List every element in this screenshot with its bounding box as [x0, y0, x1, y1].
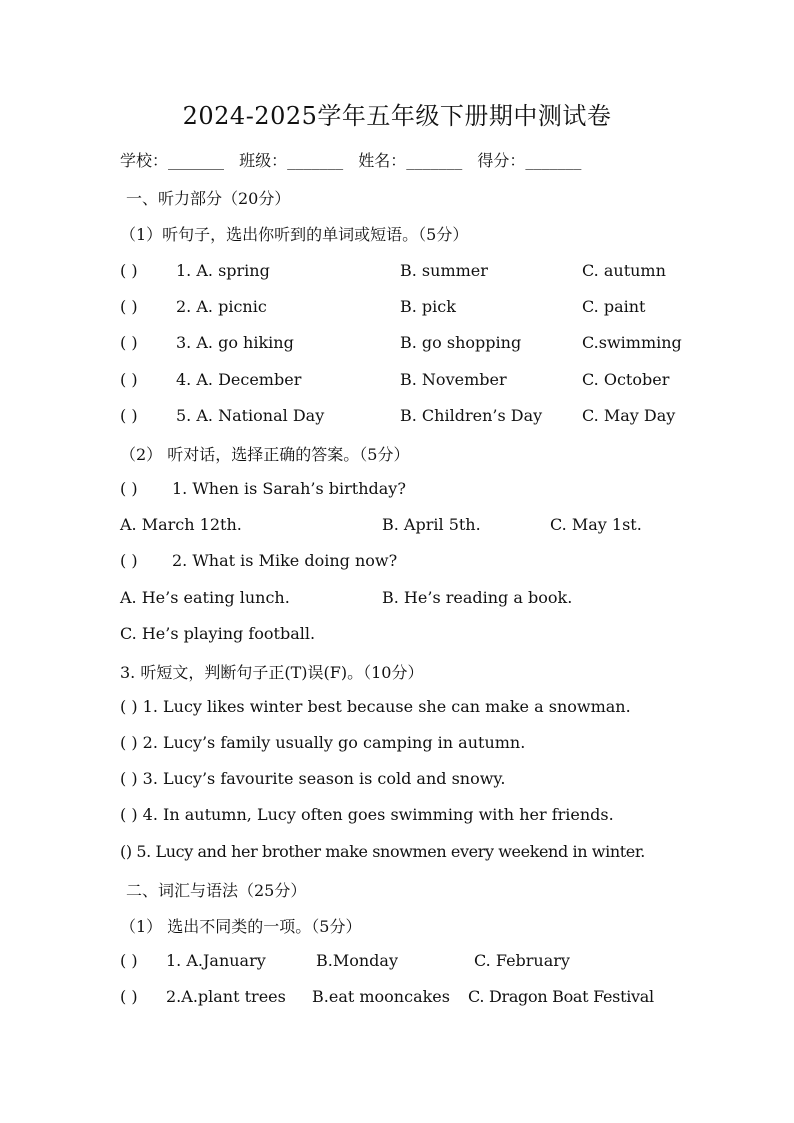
answer-blank[interactable]: ( ): [120, 479, 138, 498]
answer-blank[interactable]: ( ): [120, 551, 138, 570]
option-a: A. March 12th.: [120, 515, 242, 534]
true-false-item: ( ) 3. Lucy’s favourite season is cold and snowy.: [120, 769, 506, 788]
option-c: C. Dragon Boat Festival: [468, 987, 654, 1006]
option-b: B. April 5th.: [382, 515, 481, 534]
option-b: B. go shopping: [400, 333, 522, 352]
section-heading-listening: 一、听力部分（20分）: [126, 189, 291, 208]
option-a: 3. A. go hiking: [176, 333, 294, 352]
option-a: 4. A. December: [176, 370, 302, 389]
answer-blank[interactable]: ( ): [120, 951, 138, 970]
option-b: B. pick: [400, 297, 456, 316]
option-c: C. paint: [582, 297, 646, 316]
question-row: [120, 951, 680, 971]
subsection-heading-3: 3. 听短文，判断句子正(T)误(F)。（10分）: [120, 663, 424, 682]
name-field[interactable]: 姓名：_______: [358, 151, 463, 170]
answer-blank[interactable]: ( ): [120, 370, 138, 389]
options-row: [120, 588, 680, 608]
answer-blank[interactable]: ( ): [120, 261, 138, 280]
option-c: C. May 1st.: [550, 515, 642, 534]
options-row: [120, 515, 680, 535]
true-false-item: ( ) 1. Lucy likes winter best because she can make a snowman.: [120, 697, 631, 716]
subsection-heading-odd-one-out: （1） 选出不同类的一项。（5分）: [120, 917, 362, 936]
true-false-item: ( ) 2. Lucy’s family usually go camping in autumn.: [120, 733, 526, 752]
option-b: B.Monday: [316, 951, 398, 970]
true-false-item: ( ) 4. In autumn, Lucy often goes swimming with her friends.: [120, 805, 614, 824]
option-a: 5. A. National Day: [176, 406, 325, 425]
question-row: [120, 551, 397, 570]
answer-blank[interactable]: ( ): [120, 987, 138, 1006]
subsection-heading-1: （1）听句子，选出你听到的单词或短语。（5分）: [120, 225, 469, 244]
option-a: A. He’s eating lunch.: [120, 588, 290, 607]
option-a: 1. A. spring: [176, 261, 270, 280]
option-b: B.eat mooncakes: [312, 987, 450, 1006]
option-b: B. November: [400, 370, 507, 389]
option-c: C. autumn: [582, 261, 666, 280]
question-row: [120, 987, 680, 1007]
option-b: B. Children’s Day: [400, 406, 543, 425]
option-b: B. summer: [400, 261, 488, 280]
school-field[interactable]: 学校：_______: [120, 151, 225, 170]
question-row: [120, 370, 680, 390]
subsection-heading-2: （2） 听对话，选择正确的答案。（5分）: [120, 445, 410, 464]
question-row: [120, 297, 680, 317]
question-row: [120, 406, 680, 426]
class-field[interactable]: 班级：_______: [239, 151, 344, 170]
question-row: [120, 479, 406, 498]
option-a: 2. A. picnic: [176, 297, 267, 316]
student-info-line: [120, 148, 591, 171]
answer-blank[interactable]: ( ): [120, 406, 138, 425]
true-false-item: () 5. Lucy and her brother make snowmen every weekend in winter.: [120, 842, 645, 861]
answer-blank[interactable]: ( ): [120, 297, 138, 316]
question-text: 1. When is Sarah’s birthday?: [172, 479, 406, 498]
option-c: C. He’s playing football.: [120, 624, 316, 643]
option-c: C. February: [474, 951, 570, 970]
option-c: C. October: [582, 370, 670, 389]
option-a: 1. A.January: [166, 951, 266, 970]
page-title: 2024-2025学年五年级下册期中测试卷: [182, 102, 612, 130]
option-c: C. May Day: [582, 406, 676, 425]
question-row: [120, 333, 680, 353]
option-b: B. He’s reading a book.: [382, 588, 573, 607]
option-a: 2.A.plant trees: [166, 987, 286, 1006]
option-c: C.swimming: [582, 333, 682, 352]
answer-blank[interactable]: ( ): [120, 333, 138, 352]
section-heading-vocabulary: 二、词汇与语法（25分）: [126, 881, 307, 900]
question-row: [120, 261, 680, 281]
question-text: 2. What is Mike doing now?: [172, 551, 398, 570]
score-field[interactable]: 得分：_______: [477, 151, 582, 170]
